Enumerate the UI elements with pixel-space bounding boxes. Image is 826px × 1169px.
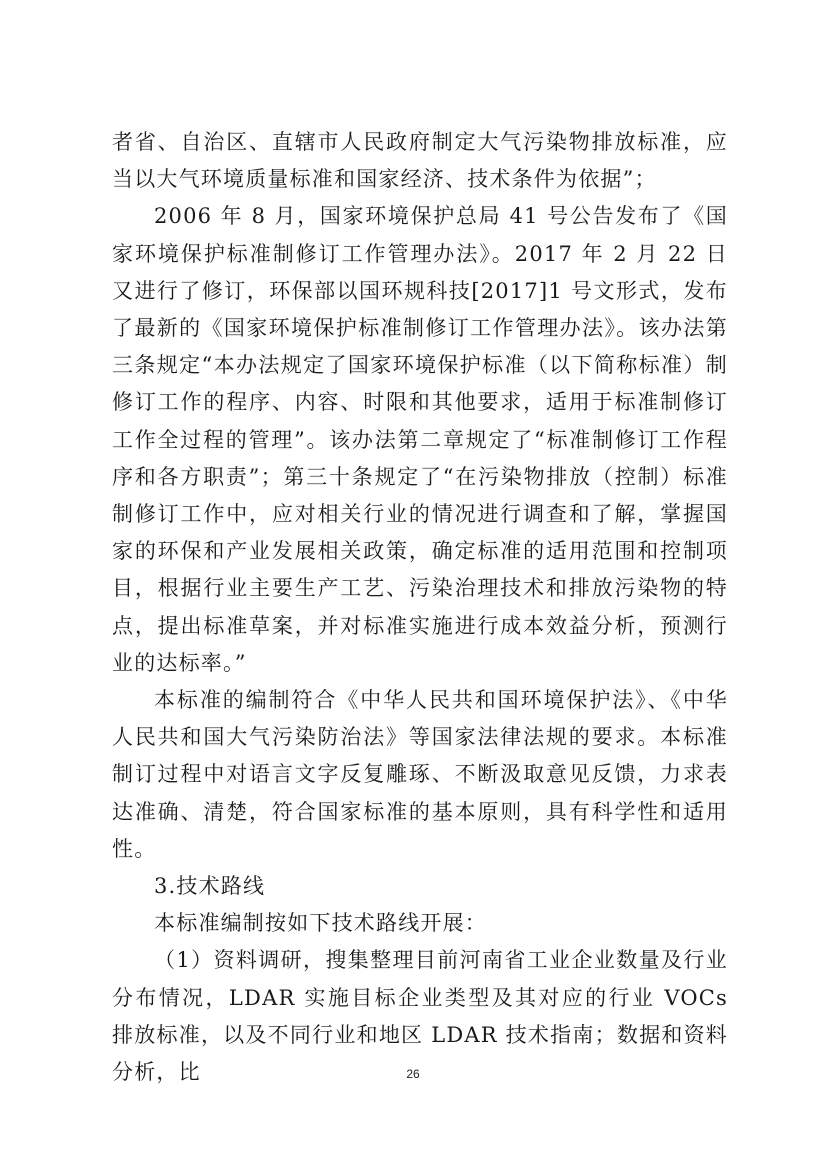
section-heading: 3.技术路线: [154, 874, 266, 899]
page-number: 26: [406, 1067, 420, 1081]
paragraph-2: 2006 年 8 月，国家环境保护总局 41 号公告发布了《国家环境保护标准制修订工作管理办法》。2017 年 2 月 22 日又进行了修订，环保部以国环规科技[2017]1 号文形式，发布了最新的《国家环境保护标准制修订工作管理办法》。该办法第三条规定“本办法规定了国家环境保护标准（以下简称标准）制修订工作的程序、内容、时限和其他要求，适用于标准制修订工作全过程的管理”。该办法第二章规定了“标准制修订工作程序和各方职责”；第三十条规定了“在污染物排放（控制）标准制修订工作中，应对相关行业的情况进行调查和了解，掌握国家的环保和产业发展相关政策，确定标准的适用范围和控制项目，根据行业主要生产工艺、污染治理技术和排放污染物的特点，提出标准草案，并对标准实施进行成本效益分析，预测行业的达标率。”: [112, 204, 728, 675]
paragraph-3: 本标准的编制符合《中华人民共和国环境保护法》、《中华人民共和国大气污染防治法》等国家法律法规的要求。本标准制订过程中对语言文字反复雕琢、不断汲取意见反馈，力求表达准确、清楚，符合国家标准的基本原则，具有科学性和适用性。: [112, 688, 728, 861]
document-body: [112, 124, 728, 1091]
paragraph-1: 者省、自治区、直辖市人民政府制定大气污染物排放标准，应当以大气环境质量标准和国家经济、技术条件为依据”；: [112, 130, 728, 192]
paragraph-6: （1）资料调研，搜集整理目前河南省工业企业数量及行业分布情况，LDAR 实施目标企业类型及其对应的行业 VOCs 排放标准，以及不同行业和地区 LDAR 技术指南；数据和资料分析，比: [112, 948, 728, 1085]
paragraph-5: 本标准编制按如下技术路线开展：: [154, 911, 487, 936]
